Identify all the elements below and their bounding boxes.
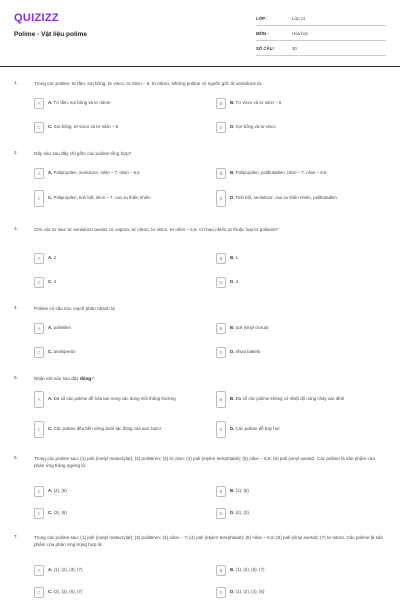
option-key: C.: [48, 509, 53, 515]
question-text: Trong các polime: tơ tằm, sợi bông, tơ visco, tơ nilon – 6, tơ nitron. Những polime có nguồn gốc từ xenlulozơ là:: [34, 81, 263, 86]
question-text-part: ?: [91, 376, 94, 381]
option-text: (1), (2), (4), (6): [235, 588, 265, 594]
question-text: Polime có cấu trúc mạch phân nhánh là: [34, 306, 115, 311]
answer-option-c[interactable]: [34, 419, 202, 439]
option-text: Tơ tằm, sợi bông và tơ nitron: [53, 99, 111, 105]
option-letter-box: D: [216, 421, 226, 438]
option-text: 3: [235, 278, 239, 284]
option-letter-box: C: [34, 421, 44, 438]
option-letter-box: B: [216, 253, 226, 264]
option-text: Polipropilen, polibutađien, nilon – 7, nilon – 6,6: [235, 169, 327, 175]
option-letter-box: D: [216, 587, 226, 598]
question-text: Cho các tơ sau: tơ xenlulozơ axetat, tơ capron, tơ nitron, tơ visco, tơ nilon – 6,6. Có bao nhiêu tơ thuộc loại tơ poliamit?: [34, 227, 279, 232]
answer-option-a[interactable]: [34, 96, 202, 110]
option-letter-box: B: [216, 323, 226, 334]
option-key: B.: [230, 169, 235, 175]
option-text: Sợi bông và tơ visco: [235, 123, 276, 129]
answer-option-d[interactable]: [216, 275, 384, 289]
question-text: [34, 375, 386, 382]
option-key: D.: [230, 509, 235, 515]
question-text: Trong các polime sau: (1) poli (metyl metacrylat); (2) polistiren; (3) nilon – 7; (4) poli (etylen terephtalat); (5) nilon – 6,6; (6) poli (vinyl axetat); (7) tơ nitron. Các polime là sản phẩm của phản ứng trùng hợp là:: [34, 535, 384, 547]
option-text: amilopectin: [53, 348, 76, 354]
option-key: A.: [48, 169, 53, 175]
question-number: 5.: [14, 375, 18, 380]
option-letter-box: A: [34, 391, 44, 408]
option-key: C.: [48, 278, 53, 284]
worksheet-meta: [256, 11, 386, 56]
answer-option-a[interactable]: [34, 251, 202, 265]
option-letter-box: B: [216, 565, 226, 576]
option-text: Tơ visco và tơ nilon – 6: [235, 99, 282, 105]
question-number: 6.: [14, 455, 18, 460]
meta-value: 30: [292, 45, 297, 51]
meta-label: LỚP :: [256, 15, 268, 21]
option-text: polietilen: [53, 324, 71, 330]
option-text: Các polime dễ bay hơi: [235, 425, 280, 431]
question-number: 3.: [14, 226, 18, 231]
option-key: C.: [48, 123, 53, 129]
option-letter-box: D: [216, 277, 226, 288]
answer-option-d[interactable]: [216, 419, 384, 439]
answer-option-d[interactable]: [216, 188, 384, 208]
option-letter-box: C: [34, 277, 44, 288]
option-key: C.: [48, 194, 53, 200]
answer-option-c[interactable]: [34, 345, 202, 359]
option-key: D.: [230, 588, 235, 594]
question-text-part: Nhận xét nào sau đây: [34, 376, 80, 381]
option-letter-box: D: [216, 190, 226, 207]
option-text: poli (vinyl clorua): [235, 324, 269, 330]
answer-option-c[interactable]: [34, 585, 202, 599]
option-key: D.: [230, 425, 235, 431]
option-letter-box: A: [34, 98, 44, 109]
question-text-emphasis: đúng: [79, 376, 92, 381]
option-key: A.: [48, 395, 53, 401]
header-divider: [0, 66, 400, 67]
option-letter-box: C: [34, 587, 44, 598]
option-key: D.: [230, 123, 235, 129]
option-letter-box: A: [34, 253, 44, 264]
option-key: C.: [48, 425, 53, 431]
option-text: (2), (3), (6), (7): [53, 588, 83, 594]
worksheet-header: [0, 0, 400, 66]
option-key: D.: [230, 348, 235, 354]
option-key: D.: [230, 278, 235, 284]
question-number: 2.: [14, 150, 18, 155]
option-key: A.: [48, 99, 53, 105]
meta-value: Lớp 11: [292, 15, 306, 21]
answer-option-c[interactable]: [34, 275, 202, 289]
option-letter-box: C: [34, 190, 44, 207]
meta-value: Hóa học: [292, 30, 309, 36]
answer-option-c[interactable]: [34, 120, 202, 134]
option-letter-box: C: [34, 347, 44, 358]
option-text: Sợi bông, tơ visco và tơ nilon – 6: [53, 123, 119, 129]
answer-option-a[interactable]: [34, 389, 202, 409]
option-key: A.: [48, 566, 53, 572]
option-key: B.: [230, 566, 235, 572]
meta-label: SỐ CÂU :: [256, 45, 276, 51]
answer-option-b[interactable]: [216, 251, 384, 265]
option-letter-box: D: [216, 122, 226, 133]
option-letter-box: A: [34, 168, 44, 179]
option-key: B.: [230, 395, 235, 401]
option-key: C.: [48, 588, 53, 594]
option-text: (1), (2), (6), (7): [235, 566, 265, 572]
option-text: Tinh bột, xenlulozơ, cao su thiên nhiên, polibutađien: [235, 194, 337, 200]
option-key: C.: [48, 348, 53, 354]
meta-label: MÔN :: [256, 30, 269, 36]
answer-option-d[interactable]: [216, 585, 384, 599]
option-key: A.: [48, 254, 53, 260]
option-key: D.: [230, 194, 235, 200]
option-key: A.: [48, 324, 53, 330]
option-key: A.: [48, 487, 53, 493]
answer-option-c[interactable]: [34, 506, 202, 520]
option-letter-box: A: [34, 486, 44, 497]
worksheet-title: Polime - Vật liệu polime: [14, 31, 87, 38]
option-letter-box: A: [34, 565, 44, 576]
option-letter-box: B: [216, 98, 226, 109]
option-letter-box: D: [216, 508, 226, 519]
answer-option-c[interactable]: [34, 188, 202, 208]
answer-option-d[interactable]: [216, 120, 384, 134]
meta-row-question-count: [256, 41, 386, 56]
answer-option-b[interactable]: [216, 484, 384, 498]
answer-option-b[interactable]: [216, 389, 384, 409]
option-text: (4), (5): [53, 487, 67, 493]
option-key: B.: [230, 324, 235, 330]
option-text: Polipropilen, tinh bột, nilon – 7, cao su thiên nhiên: [53, 194, 151, 200]
option-text: 2: [53, 254, 57, 260]
option-text: Polipropilen, xenlulozơ, nilon – 7, nilon – 6,6: [53, 169, 140, 175]
option-letter-box: A: [34, 323, 44, 334]
option-text: 1: [235, 254, 239, 260]
option-letter-box: B: [216, 486, 226, 497]
option-letter-box: D: [216, 347, 226, 358]
option-letter-box: B: [216, 168, 226, 179]
question-text: Dãy nào sau đây chỉ gồm các polime tổng hợp?: [34, 151, 132, 156]
answer-option-b[interactable]: [216, 563, 384, 577]
option-key: B.: [230, 99, 235, 105]
option-text: (2), (3): [235, 509, 249, 515]
option-text: nhựa bakelit: [235, 348, 260, 354]
question-number: 1.: [14, 80, 18, 85]
option-text: Đa số các polime dễ hòa tan trong các dung môi thông thường: [53, 395, 176, 401]
answer-option-a[interactable]: [34, 321, 202, 335]
option-text: (1), (5): [235, 487, 249, 493]
option-key: B.: [230, 254, 235, 260]
option-letter-box: C: [34, 508, 44, 519]
option-text: 4: [53, 278, 57, 284]
question-number: 7.: [14, 534, 18, 539]
question-text: Trong các polime sau: (1) poli (metyl metacrylat); (2) polistiren; (3) tơ olon; (4) poli (etylen terephtalat); (5) nilon – 6,6; (6) poli (vinyl axetat). Các polime là sản phẩm của phản ứng trùng ngưng là:: [34, 456, 375, 468]
option-letter-box: C: [34, 122, 44, 133]
option-text: Đa số các polime không có nhiệt độ nóng chảy xác định: [235, 395, 345, 401]
answer-option-a[interactable]: [34, 484, 202, 498]
quizizz-logo: QUIZIZZ: [14, 12, 59, 24]
option-text: (3), (6): [53, 509, 67, 515]
answer-option-b[interactable]: [216, 96, 384, 110]
option-key: B.: [230, 487, 235, 493]
option-text: (1), (2), (3), (7): [53, 566, 83, 572]
option-letter-box: B: [216, 391, 226, 408]
answer-option-b[interactable]: [216, 166, 384, 180]
question-number: 4.: [14, 305, 18, 310]
answer-option-d[interactable]: [216, 506, 384, 520]
answer-option-a[interactable]: [34, 563, 202, 577]
meta-row-subject: [256, 26, 386, 41]
meta-row-grade: [256, 11, 386, 26]
answer-option-a[interactable]: [34, 166, 202, 180]
answer-option-b[interactable]: [216, 321, 384, 335]
answer-option-d[interactable]: [216, 345, 384, 359]
option-text: Các polime đều bền vững dưới tác động của axit, bazơ: [53, 425, 162, 431]
